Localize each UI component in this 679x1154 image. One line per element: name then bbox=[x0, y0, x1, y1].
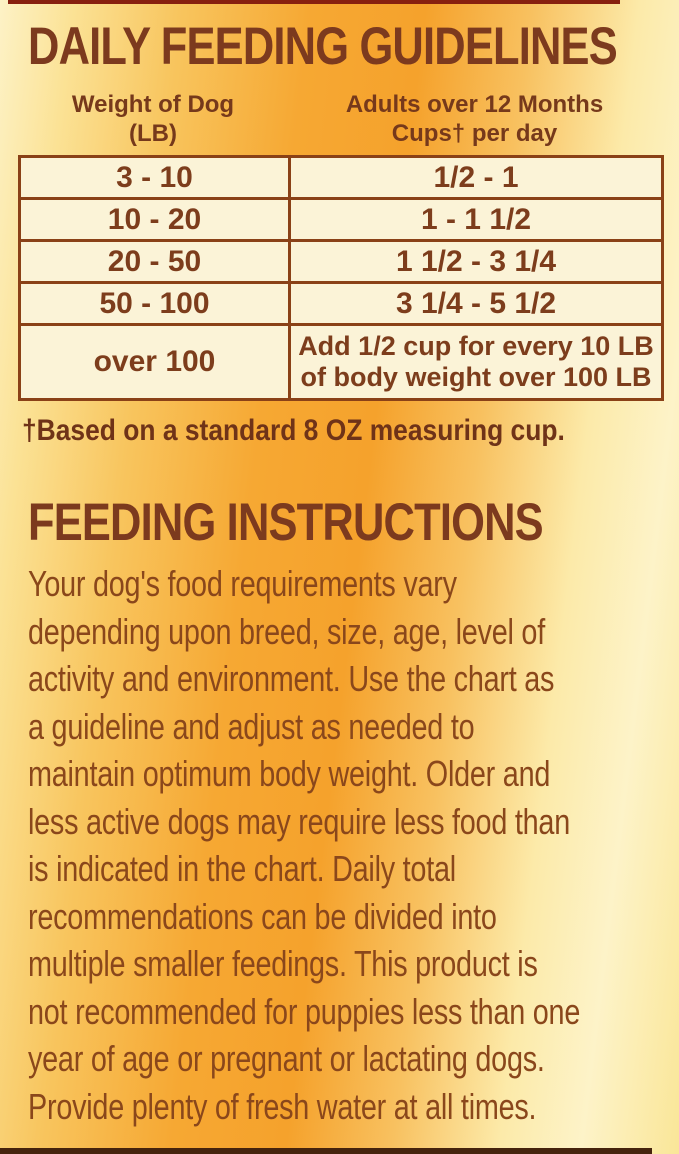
paragraph-line: multiple smaller feedings. This product is bbox=[28, 943, 538, 984]
weight-cell: 20 - 50 bbox=[20, 241, 290, 283]
paragraph-line: activity and environment. Use the chart as bbox=[28, 658, 555, 699]
table-row bbox=[20, 325, 663, 400]
table-row bbox=[20, 241, 663, 283]
paragraph-line: a guideline and adjust as needed to bbox=[28, 705, 475, 747]
weight-cell: 10 - 20 bbox=[20, 199, 290, 241]
paragraph-line: depending upon breed, size, age, level of bbox=[28, 610, 545, 652]
cups-cell: 1 - 1 1/2 bbox=[290, 199, 663, 241]
table-row bbox=[20, 157, 663, 199]
paragraph-line: less active dogs may require less food than bbox=[28, 800, 570, 842]
paragraph-line: maintain optimum body weight. Older and bbox=[28, 753, 551, 794]
footnote: †Based on a standard 8 OZ measuring cup. bbox=[22, 414, 565, 447]
column-header-cups bbox=[288, 90, 661, 148]
paragraph-line: year of age or pregnant or lactating dogs. bbox=[28, 1038, 545, 1079]
column-header-cups-line1: Adults over 12 Months bbox=[345, 91, 604, 118]
cups-cell-line1: Add 1/2 cup for every 10 LB bbox=[298, 331, 654, 361]
paragraph-line: is indicated in the chart. Daily total bbox=[28, 848, 456, 889]
page-title: DAILY FEEDING GUIDELINES bbox=[28, 17, 617, 76]
column-header-weight bbox=[18, 90, 288, 148]
paragraph-line: not recommended for puppies less than one bbox=[28, 990, 581, 1032]
cups-cell: 3 1/4 - 5 1/2 bbox=[290, 283, 663, 325]
table-row bbox=[20, 283, 663, 325]
cups-cell-line2: of body weight over 100 LB bbox=[300, 362, 652, 392]
column-header-cups-line2: Cups† per day bbox=[391, 120, 558, 147]
cups-cell: 1 1/2 - 3 1/4 bbox=[290, 241, 663, 283]
cups-cell bbox=[290, 325, 663, 400]
table-row bbox=[20, 199, 663, 241]
weight-cell: 3 - 10 bbox=[20, 157, 290, 199]
instructions-heading: FEEDING INSTRUCTIONS bbox=[28, 493, 543, 552]
paragraph-line: Your dog's food requirements vary bbox=[28, 563, 457, 604]
weight-cell: over 100 bbox=[20, 325, 290, 400]
column-header-weight-line1: Weight of Dog bbox=[71, 91, 235, 118]
paragraph-line: recommendations can be divided into bbox=[28, 895, 497, 937]
top-edge-strip bbox=[8, 0, 620, 4]
feeding-table bbox=[18, 155, 664, 401]
weight-cell: 50 - 100 bbox=[20, 283, 290, 325]
column-header-weight-line2: (LB) bbox=[129, 120, 177, 147]
instructions-paragraph bbox=[28, 560, 679, 1130]
cups-cell: 1/2 - 1 bbox=[290, 157, 663, 199]
bottom-edge-strip bbox=[0, 1148, 652, 1154]
paragraph-line: Provide plenty of fresh water at all times. bbox=[28, 1085, 537, 1127]
table-column-headers bbox=[18, 90, 661, 148]
